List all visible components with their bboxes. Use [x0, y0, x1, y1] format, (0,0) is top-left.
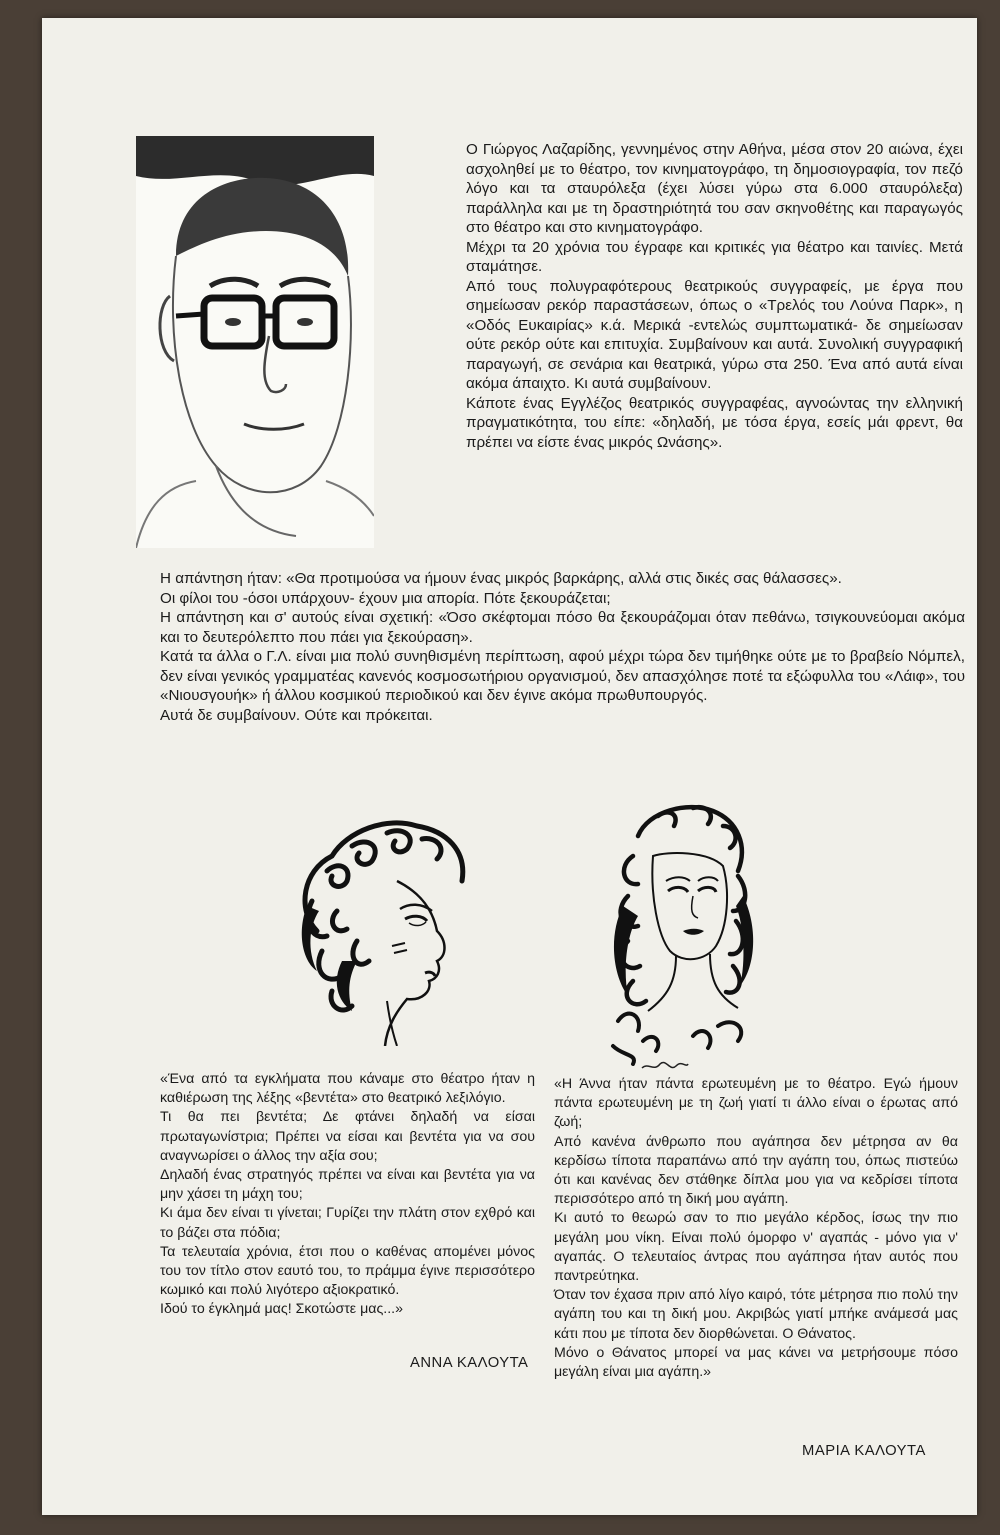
quote-paragraph: Από κανένα άνθρωπο που αγάπησα δεν μέτρησα αν θα κερδίσω τίποτα παραπάνω από την αγάπη του, όπως πιστεύω ότι και κανένας δεν στάθηκε δίπλα μου για να κεδρίσει τίποτα περισσότερο από τη δική μου αγάπη. [554, 1133, 958, 1208]
author-bio [466, 140, 963, 452]
author-bio-continued [160, 569, 965, 725]
bio-paragraph: Κάποτε ένας Εγγλέζος θεατρικός συγγραφέας, αγνοώντας την ελληνική πραγματικότητα, του είπε: «δηλαδή, με τόσα έργα, εσείς μάι φρεντ, θα πρέπει να είστε ένας μικρός Ωνάσης». [466, 394, 963, 451]
artist-signature-mark [640, 1056, 690, 1076]
quote-paragraph: Δηλαδή ένας στρατηγός πρέπει να είναι και βεντέτα για να μην χάσει τη μάχη του; [160, 1167, 535, 1203]
quote-paragraph: Τι θα πει βεντέτα; Δε φτάνει δηλαδή να είσαι πρωταγωνίστρια; Πρέπει να είσαι και βεντέτα για να σου αναγνωρίσει ο άλλος την αξία σου; [160, 1109, 535, 1164]
signature-maria: ΜΑΡΙΑ ΚΑΛΟΥΤΑ [802, 1443, 926, 1459]
quote-maria [554, 1075, 958, 1382]
quote-paragraph: Ιδού το έγκλημά μας! Σκοτώστε μας...» [160, 1301, 403, 1318]
bio-paragraph: Αυτά δε συμβαίνουν. Ούτε και πρόκειται. [160, 706, 433, 724]
book-back-cover [42, 18, 977, 1515]
quote-paragraph: «Ένα από τα εγκλήματα που κάναμε στο θέατρο ήταν η καθιέρωση της λέξης «βεντέτα» στο θεατρικό λεξιλόγιο. [160, 1071, 535, 1107]
quote-anna [160, 1070, 535, 1320]
bio-paragraph: Ο Γιώργος Λαζαρίδης, γεννημένος στην Αθήνα, μέσα στον 20 αιώνα, έχει ασχοληθεί με το θέατρο, τον κινηματογράφο, τη δημοσιογραφία, τον πεζό λόγο και τα σταυρόλεξα (έχει λύσει γύρω στα 6.000 σταυρόλεξα) παράλληλα και με τη δραστηριότητά του σαν σκηνοθέτης και παραγωγός στο θέατρο και στο κινηματογράφο. [466, 141, 963, 236]
quote-paragraph: Κι άμα δεν είναι τι γίνεται; Γυρίζει την πλάτη στον εχθρό και το βάζει στα πόδια; [160, 1205, 535, 1241]
quote-paragraph: Κι αυτό το θεωρώ σαν το πιο μεγάλο κέρδος, ίσως την πιο μεγάλη μου νίκη. Είναι πολύ όμορφο ν' αγαπάς - μόνο για ν' αγαπάς. Ο τελευταίος άντρας που αγάπησα ήταν αυτός που παντρεύτηκα. [554, 1210, 958, 1285]
bio-paragraph: Οι φίλοι του -όσοι υπάρχουν- έχουν μια απορία. Πότε ξεκουράζεται; [160, 589, 611, 607]
bio-paragraph: Μέχρι τα 20 χρόνια του έγραφε και κριτικές για θέατρο και ταινίες. Μετά σταμάτησε. [466, 238, 963, 275]
author-portrait-photo [136, 136, 374, 548]
quote-paragraph: Μόνο ο Θάνατος μπορεί να μας κάνει να μετρήσουμε πόσο μεγάλη είναι μια αγάπη.» [554, 1344, 958, 1381]
quote-paragraph: «Η Άννα ήταν πάντα ερωτευμένη με το θέατρο. Εγώ ήμουν πάντα ερωτευμένη με τη ζωή γιατί τι άλλο είναι ο έρωτας από ζωή; [554, 1076, 958, 1131]
bio-paragraph: Από τους πολυγραφότερους θεατρικούς συγγραφείς, με έργα που σημείωσαν ρεκόρ παραστάσεων, όπως ο «Τρελός του Λούνα Παρκ», η «Οδός Ευκαιρίας» κ.ά. Μερικά -εντελώς συμπτωματικά- δε σημείωσαν ούτε ρεκόρ ούτε και επιτυχία. Συμβαίνουν και αυτά. Συνολική συγγραφική παραγωγή, σε σενάρια και θεατρικά, γύρω στα 250. Ένα από αυτά είναι ακόμα άπαιχτο. Κι αυτά συμβαίνουν. [466, 277, 963, 392]
bio-paragraph: Η απάντηση ήταν: «Θα προτιμούσα να ήμουν ένας μικρός βαρκάρης, αλλά στις δικές σας θάλασσες». [160, 570, 842, 587]
signature-anna: ΑΝΝΑ ΚΑΛΟΥΤΑ [410, 1355, 529, 1371]
bio-paragraph: Κατά τα άλλα ο Γ.Λ. είναι μια πολύ συνηθισμένη περίπτωση, αφού μέχρι τώρα δεν τιμήθηκε ούτε με το βραβείο Νόμπελ, δεν είναι γενικός γραμματέας κανενός κοσμοσωτήριου οργανισμού, δεν απασχόλησε ποτέ τα εξώφυλλα του «Λάιφ», του «Νιουσγουήκ» ή άλλου κοσμικού περιοδικού και δεν έγινε ακόμα πρωθυπουργός. [160, 648, 965, 704]
bio-paragraph: Η απάντηση και σ' αυτούς είναι σχετική: «Όσο σκέφτομαι πόσο θα ξεκουράζομαι όταν πεθάνω, τσιγκουνεύομαι ακόμα και το δευτερόλεπτο που πάει για ξεκούραση». [160, 609, 965, 646]
sketch-portrait-maria [598, 796, 768, 1066]
quote-paragraph: Όταν τον έχασα πριν από λίγο καιρό, τότε μέτρησα πιο πολύ την αγάπη του και τη δική μου. Ακριβώς γιατί μπήκε ανάμεσά μας κάτι που με τίποτα δεν διορθώνεται. Ο Θάνατος. [554, 1287, 958, 1342]
sketch-portrait-anna [297, 811, 477, 1046]
quote-paragraph: Τα τελευταία χρόνια, έτσι που ο καθένας απομένει μόνος του τον τίτλο στον εαυτό του, το πράμμα έγινε περισσότερο κωμικό και πολύ λιγότερο αξιοκρατικό. [160, 1243, 535, 1299]
